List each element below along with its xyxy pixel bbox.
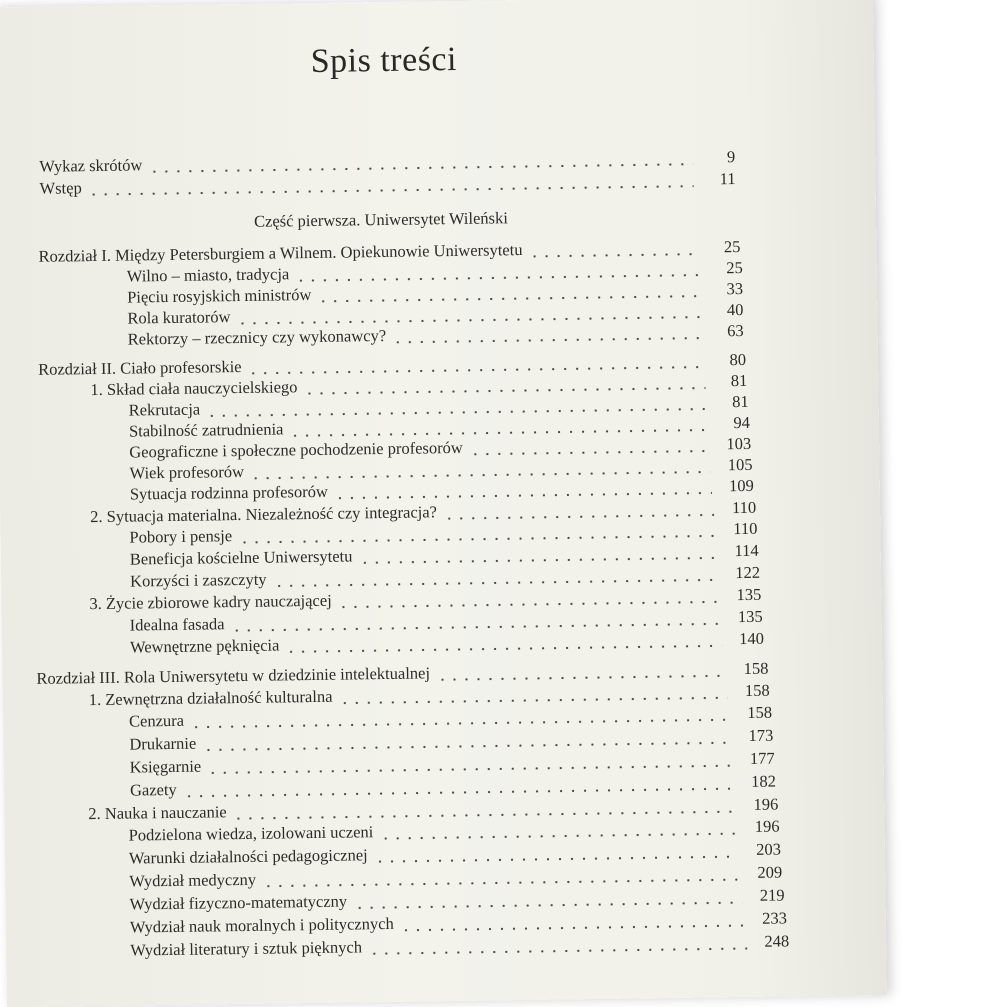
toc-entry-label: Wykaz skrótów xyxy=(39,155,143,176)
toc-entry-label: Rozdział III. Rola Uniwersytetu w dziedzinie intelektualnej xyxy=(36,663,431,688)
toc-entry-page: 40 xyxy=(726,299,744,320)
toc-entry-label: 1. Zewnętrzna działalność kulturalna xyxy=(88,686,333,710)
toc-entry-page: 63 xyxy=(727,320,744,341)
toc-entry-page: 196 xyxy=(753,794,779,814)
toc-entry-page: 103 xyxy=(726,433,752,454)
toc-entry-page: 140 xyxy=(739,628,765,649)
dot-leader xyxy=(379,832,737,840)
toc-entry-page: 135 xyxy=(737,606,763,627)
toc-entry-page: 209 xyxy=(757,862,783,882)
dot-leader xyxy=(529,253,699,258)
toc-entry-label: Sytuacja rodzinna profesorów xyxy=(129,481,328,504)
toc-entry-page: 182 xyxy=(751,771,777,791)
toc-entry-label: Korzyści i zaszczyty xyxy=(129,569,267,591)
toc-entry-page: 177 xyxy=(749,748,775,768)
toc-entry-label: Podzielona wiedza, izolowani uczeni xyxy=(128,822,374,845)
dot-leader xyxy=(353,901,742,909)
toc-entry-page: 219 xyxy=(759,885,785,905)
toc-entry-label: Wewnętrzne pęknięcia xyxy=(129,635,280,657)
toc-entry-page: 80 xyxy=(729,349,747,370)
dot-leader xyxy=(368,947,747,955)
toc-entry-page: 25 xyxy=(723,237,741,257)
toc-entry-page: 110 xyxy=(731,497,757,518)
toc-entry-label: 3. Życie zbiorowe kadry nauczającej xyxy=(89,590,332,614)
toc-entry-page: 94 xyxy=(733,412,751,433)
toc-entry-label: Drukarnie xyxy=(129,733,197,754)
toc-entry-page: 114 xyxy=(734,540,759,561)
toc-entry-label: Stabilność zatrudnienia xyxy=(128,419,284,441)
dot-leader xyxy=(400,924,745,932)
dot-leader xyxy=(285,644,722,653)
toc-entry-label: Rola kuratorów xyxy=(127,307,231,328)
toc-entry-page: 248 xyxy=(764,931,790,951)
dot-leader xyxy=(469,449,710,455)
toc-entry-label: Wydział medyczny xyxy=(129,869,257,891)
toc-entry-label: Wydział nauk moralnych i politycznych xyxy=(129,913,394,937)
toc-entry-label: Rozdział II. Ciało profesorskie xyxy=(37,356,242,379)
toc-entry-label: Wstęp xyxy=(39,178,82,198)
toc-entry-label: Wydział fizyczno-matematyczny xyxy=(129,891,348,914)
dot-leader xyxy=(374,855,739,863)
dot-leader xyxy=(392,337,702,344)
toc-entry-page: 122 xyxy=(735,562,761,583)
toc-entry-label: 2. Nauka i nauczanie xyxy=(88,802,227,824)
toc-entry-page: 158 xyxy=(743,658,769,679)
toc-entry-label: Geograficzne i społeczne pochodzenie profesorów xyxy=(129,437,463,462)
toc-entry-label: Cenzura xyxy=(128,710,185,731)
toc-entry-page: 203 xyxy=(756,839,782,859)
toc-entry-page: 105 xyxy=(727,454,753,475)
toc-entry-label: Pięciu rosyjskich ministrów xyxy=(126,285,312,307)
toc-entry-page: 109 xyxy=(728,475,754,496)
toc-entry-label: 2. Sytuacja materialna. Niezależność czy integracja? xyxy=(90,502,438,527)
toc-entry-label: Warunki działalności pedagogicznej xyxy=(128,845,368,868)
toc-entry-label: Pobory i pensje xyxy=(129,526,233,547)
part-heading: Część pierwsza. Uniwersytet Wileński xyxy=(253,208,508,231)
toc-entry-label: Gazety xyxy=(129,779,177,800)
toc-entry-label: Rektorzy – rzecznicy czy wykonawcy? xyxy=(127,325,387,349)
toc-entry-label: Wiek profesorów xyxy=(129,461,245,483)
toc-entry-page: 81 xyxy=(732,391,749,412)
toc-entry-page: 11 xyxy=(719,169,736,189)
toc-entry-page: 110 xyxy=(733,518,758,539)
toc-entry-page: 25 xyxy=(726,257,743,278)
toc-entry-label: Księgarnie xyxy=(129,756,202,777)
toc-entry-page: 33 xyxy=(726,278,744,299)
toc-entry-label: Rekrutacja xyxy=(128,399,201,420)
toc-entry-label: Rozdział I. Między Petersburgiem a Wilnem. Opiekunowie Uniwersytetu xyxy=(38,240,523,266)
toc-entry-page: 9 xyxy=(726,147,736,167)
toc-entry-page: 135 xyxy=(736,584,762,605)
toc-entry-page: 81 xyxy=(730,370,748,391)
toc-entry-label: Idealna fasada xyxy=(129,614,225,635)
toc-entry-label: 1. Skład ciała nauczycielskiego xyxy=(90,377,298,400)
toc-entry-page: 158 xyxy=(747,702,773,722)
toc-entry-label: Wydział literatury i sztuk pięknych xyxy=(130,937,363,960)
page-title: Spis treści xyxy=(310,40,458,80)
toc-entry-page: 173 xyxy=(748,725,774,745)
dot-leader xyxy=(88,185,694,196)
toc-entry-page: 196 xyxy=(754,816,780,836)
dot-leader xyxy=(436,674,726,681)
toc-entry-label: Beneficja kościelne Uniwersytetu xyxy=(129,546,353,569)
toc-entry-page: 233 xyxy=(761,908,787,928)
toc-entry-page: 158 xyxy=(744,680,770,700)
toc-entry-label: Wilno – miasto, tradycja xyxy=(126,264,290,286)
